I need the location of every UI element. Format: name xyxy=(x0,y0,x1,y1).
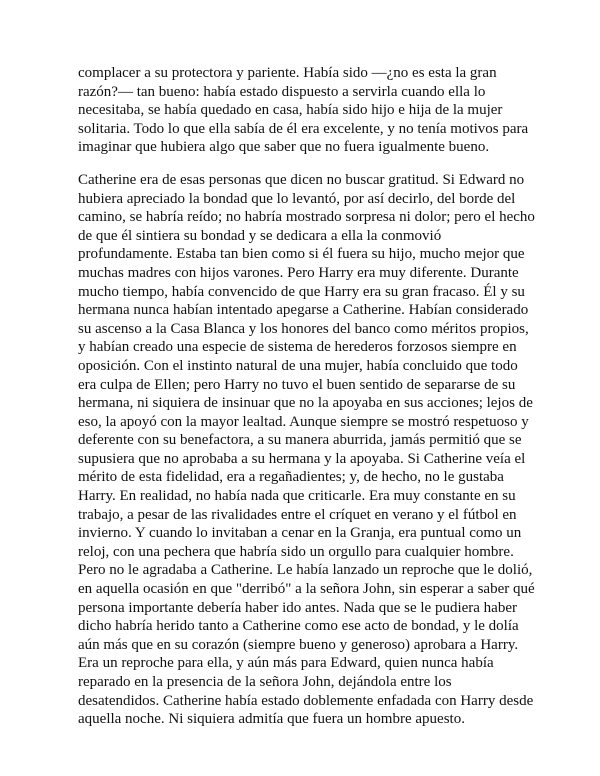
text-line: hubiera apreciado la bondad que lo levantó, por así decirlo, del borde del xyxy=(78,190,516,207)
text-line: necesitaba, se había quedado en casa, había sido hijo e hija de la mujer xyxy=(78,102,503,119)
text-line: Harry. En realidad, no había nada que criticarle. Era muy constante en su xyxy=(78,488,516,505)
text-line: Pero no le agradaba a Catherine. Le había lanzado un reproche que le dolió, xyxy=(78,562,533,579)
text-line: supusiera que no aprobaba a su hermana y la apoyaba. Si Catherine veía el xyxy=(78,450,526,467)
text-line: eso, la apoyó con la mayor lealtad. Aunque siempre se mostró respetuoso y xyxy=(78,413,529,430)
text-line: muchas madres con hijos varones. Pero Harry era muy diferente. Durante xyxy=(78,264,519,281)
text-line: en aquella ocasión en que "derribó" a la señora John, sin esperar a saber qué xyxy=(78,581,535,598)
text-line: profundamente. Estaba tan bien como si él fuera su hijo, mucho mejor que xyxy=(78,246,525,263)
text-line: aquella noche. Ni siquiera admitía que fuera un hombre apuesto. xyxy=(78,711,465,728)
text-line: camino, se habría reído; no habría mostrado sorpresa ni dolor; pero el hecho xyxy=(78,209,535,226)
text-line: imaginar que hubiera algo que saber que no fuera igualmente bueno. xyxy=(78,139,490,156)
text-line: desatendidos. Catherine había estado doblemente enfadada con Harry desde xyxy=(78,692,534,709)
text-line: y habían creado una especie de sistema de herederos forzosos siempre en xyxy=(78,339,517,356)
text-line: complacer a su protectora y pariente. Había sido —¿no es esta la gran xyxy=(78,65,497,81)
text-line: era culpa de Ellen; pero Harry no tuvo el buen sentido de separarse de su xyxy=(78,376,516,393)
text-line: invierno. Y cuando lo invitaban a cenar en la Granja, era puntual como un xyxy=(78,525,522,542)
text-line: de que él sintiera su bondad y se dedicara a ella la conmovió xyxy=(78,227,442,244)
text-line: reparado en la presencia de la señora John, dejándola entre los xyxy=(78,674,452,690)
text-line: mucho tiempo, había convencido de que Harry era su gran fracaso. Él y su xyxy=(78,283,525,300)
text-line: dicho habría herido tanto a Catherine como ese acto de bondad, y le dolía xyxy=(78,618,519,635)
text-line: aún más que en su corazón (siempre bueno y generoso) aprobara a Harry. xyxy=(78,636,519,653)
text-line: trabajo, a pesar de las rivalidades entre el críquet en verano y el fútbol en xyxy=(78,506,517,523)
text-line: mérito de esta fidelidad, era a regañadientes; y, de hecho, no le gustaba xyxy=(78,469,504,486)
text-line: oposición. Con el instinto natural de una mujer, había concluido que todo xyxy=(78,357,518,374)
text-line: Catherine era de esas personas que dicen no buscar gratitud. Si Edward no xyxy=(78,171,525,188)
paragraph xyxy=(78,64,548,157)
text-line: razón?— tan bueno: había estado dispuesto a servirla cuando ella lo xyxy=(78,83,486,100)
paragraph xyxy=(78,171,548,729)
text-line: hermana nunca habían intentado apegarse a Catherine. Habían considerado xyxy=(78,302,529,319)
text-line: Era un reproche para ella, y aún más para Edward, quien nunca había xyxy=(78,655,494,672)
text-line: su ascenso a la Casa Blanca y los honores del banco como méritos propios, xyxy=(78,320,529,337)
text-line: solitaria. Todo lo que ella sabía de él era excelente, y no tenía motivos para xyxy=(78,120,529,137)
text-line: deferente con su benefactora, a su manera aburrida, jamás permitió que se xyxy=(78,432,522,449)
text-line: hermana, ni siquiera de insinuar que no la apoyaba en sus acciones; lejos de xyxy=(78,395,533,412)
text-line: reloj, con una pechera que habría sido un orgullo para cualquier hombre. xyxy=(78,543,514,560)
document-page xyxy=(78,64,548,743)
text-line: persona importante debería haber ido antes. Nada que se le pudiera haber xyxy=(78,599,517,616)
